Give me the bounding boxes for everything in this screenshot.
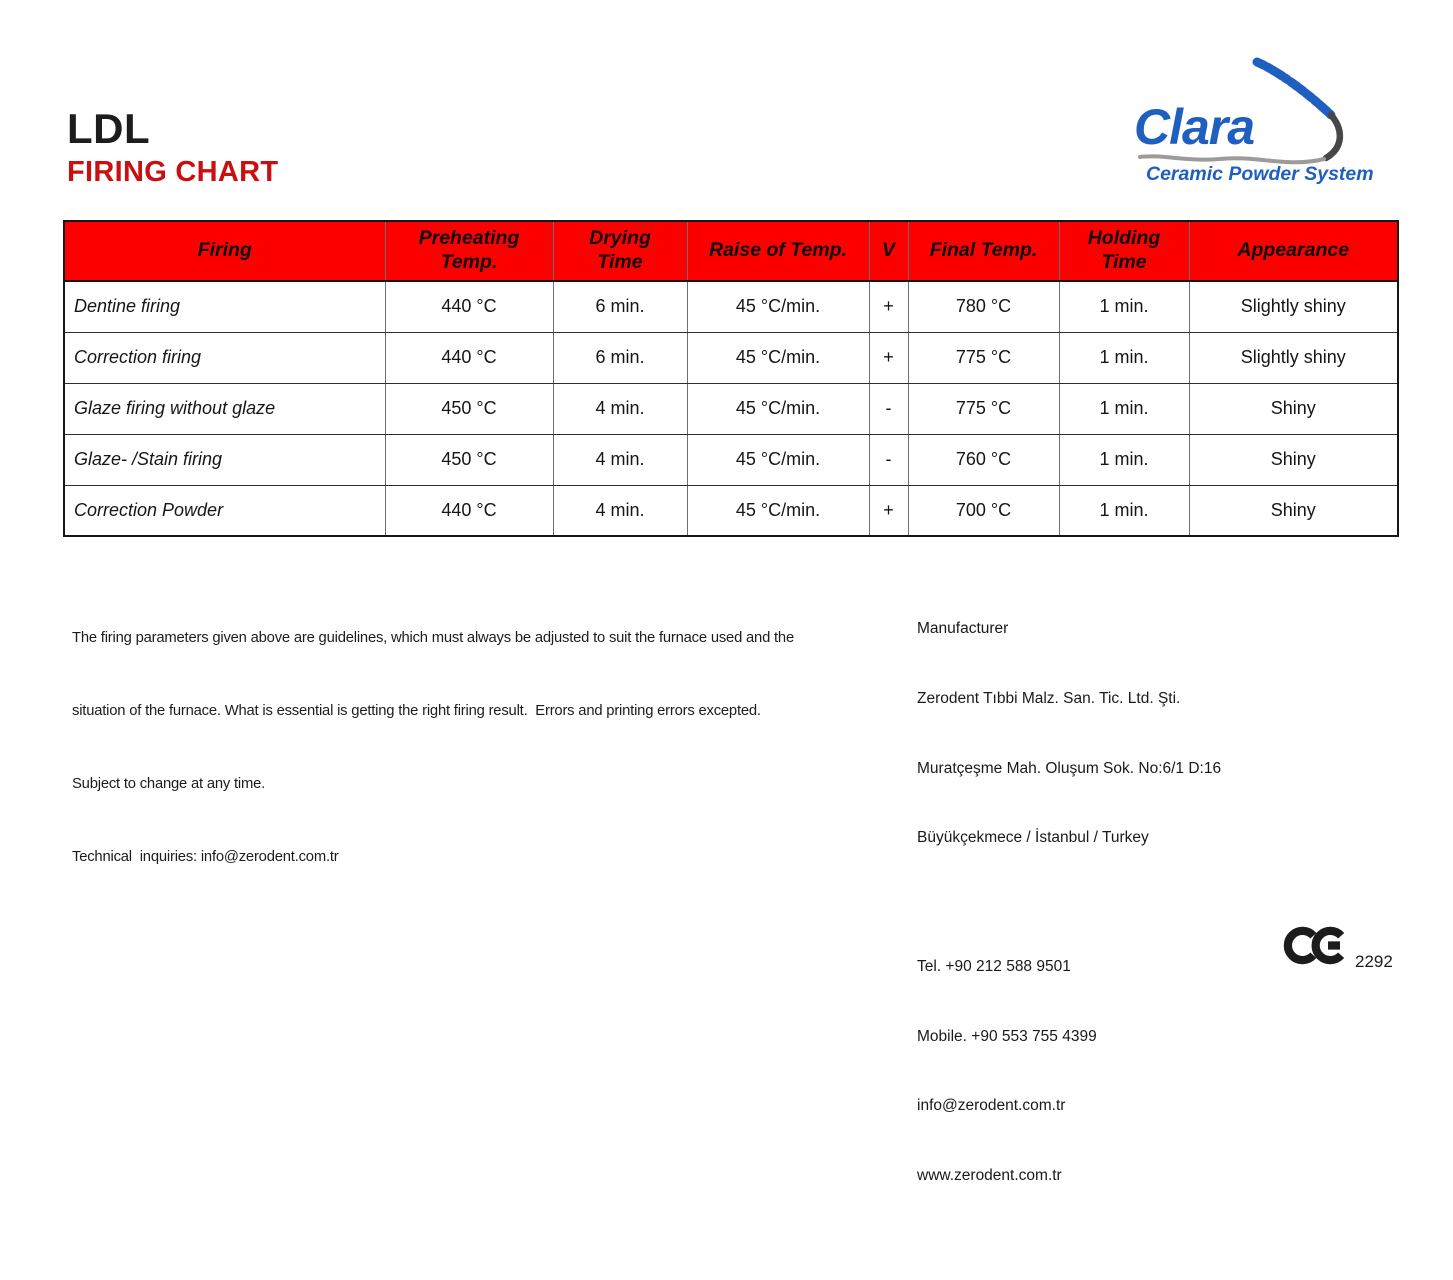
manufacturer-name: Zerodent Tıbbi Malz. San. Tic. Ltd. Şti. [917,690,1181,708]
notified-body-number: 2292 [1355,952,1393,971]
cell-holding-time: 1 min. [1059,332,1189,383]
phone-line: Tel. +90 212 588 9501 [917,958,1071,976]
cell-appearance: Slightly shiny [1189,281,1398,332]
cell-holding-time: 1 min. [1059,383,1189,434]
guideline-notes [72,577,794,919]
col-header-holding-time: Holding Time [1059,221,1189,281]
cell-final-temp: 780 °C [908,281,1059,332]
cell-firing-name: Correction firing [64,332,385,383]
ce-mark [1283,919,1393,972]
cell-preheating-temp: 440 °C [385,281,553,332]
col-header-preheating-temp: Preheating Temp. [385,221,553,281]
table-body [64,281,1398,536]
table-row [64,485,1398,536]
cell-appearance: Slightly shiny [1189,332,1398,383]
manufacturer-city: Büyükçekmece / İstanbul / Turkey [917,829,1149,847]
page-subtitle: FIRING CHART [67,156,279,188]
cell-v: + [869,485,908,536]
contact-block [917,909,1221,1234]
manufacturer-info [917,571,1221,1280]
cell-raise-of-temp: 45 °C/min. [687,281,869,332]
cell-holding-time: 1 min. [1059,281,1189,332]
cell-drying-time: 4 min. [553,383,687,434]
col-header-final-temp: Final Temp. [908,221,1059,281]
cell-v: + [869,332,908,383]
logo-tagline: Ceramic Powder System [1146,163,1374,185]
cell-v: - [869,383,908,434]
cell-appearance: Shiny [1189,485,1398,536]
table-header [64,221,1398,281]
cell-drying-time: 4 min. [553,485,687,536]
cell-raise-of-temp: 45 °C/min. [687,434,869,485]
manufacturer-label: Manufacturer [917,620,1009,638]
cell-firing-name: Dentine firing [64,281,385,332]
cell-raise-of-temp: 45 °C/min. [687,485,869,536]
mobile-line: Mobile. +90 553 755 4399 [917,1027,1097,1045]
cell-holding-time: 1 min. [1059,485,1189,536]
col-header-appearance: Appearance [1189,221,1398,281]
note-line: The firing parameters given above are guidelines, which must always be adjusted to suit the furnace used and the [72,629,794,646]
cell-appearance: Shiny [1189,383,1398,434]
cell-drying-time: 6 min. [553,281,687,332]
cell-final-temp: 775 °C [908,332,1059,383]
col-header-drying-time: Drying Time [553,221,687,281]
cell-v: - [869,434,908,485]
col-header-firing: Firing [64,221,385,281]
cell-final-temp: 760 °C [908,434,1059,485]
table-row [64,434,1398,485]
header-row [64,221,1398,281]
ce-mark-icon [1283,919,1349,972]
cell-drying-time: 6 min. [553,332,687,383]
manufacturer-address: Muratçeşme Mah. Oluşum Sok. No:6/1 D:16 [917,759,1222,777]
cell-firing-name: Glaze- /Stain firing [64,434,385,485]
cell-preheating-temp: 450 °C [385,434,553,485]
note-line: Subject to change at any time. [72,776,266,793]
table-row [64,281,1398,332]
col-header-raise-of-temp: Raise of Temp. [687,221,869,281]
cell-holding-time: 1 min. [1059,434,1189,485]
cell-drying-time: 4 min. [553,434,687,485]
cell-v: + [869,281,908,332]
website-line: www.zerodent.com.tr [917,1167,1062,1185]
cell-firing-name: Glaze firing without glaze [64,383,385,434]
cell-preheating-temp: 450 °C [385,383,553,434]
cell-raise-of-temp: 45 °C/min. [687,332,869,383]
cell-preheating-temp: 440 °C [385,485,553,536]
cell-appearance: Shiny [1189,434,1398,485]
email-line: info@zerodent.com.tr [917,1097,1066,1115]
cell-raise-of-temp: 45 °C/min. [687,383,869,434]
cell-firing-name: Correction Powder [64,485,385,536]
table-row [64,332,1398,383]
firing-table [63,220,1399,537]
table-row [64,383,1398,434]
note-line: situation of the furnace. What is essential is getting the right firing result. Errors and printing errors excepted. [72,703,761,720]
page-title: LDL [67,105,151,152]
cell-final-temp: 775 °C [908,383,1059,434]
col-header-v: V [869,221,908,281]
clara-logo-text: Clara [1134,99,1255,155]
cell-preheating-temp: 440 °C [385,332,553,383]
note-line: Technical inquiries: info@zerodent.com.tr [72,849,339,866]
cell-final-temp: 700 °C [908,485,1059,536]
